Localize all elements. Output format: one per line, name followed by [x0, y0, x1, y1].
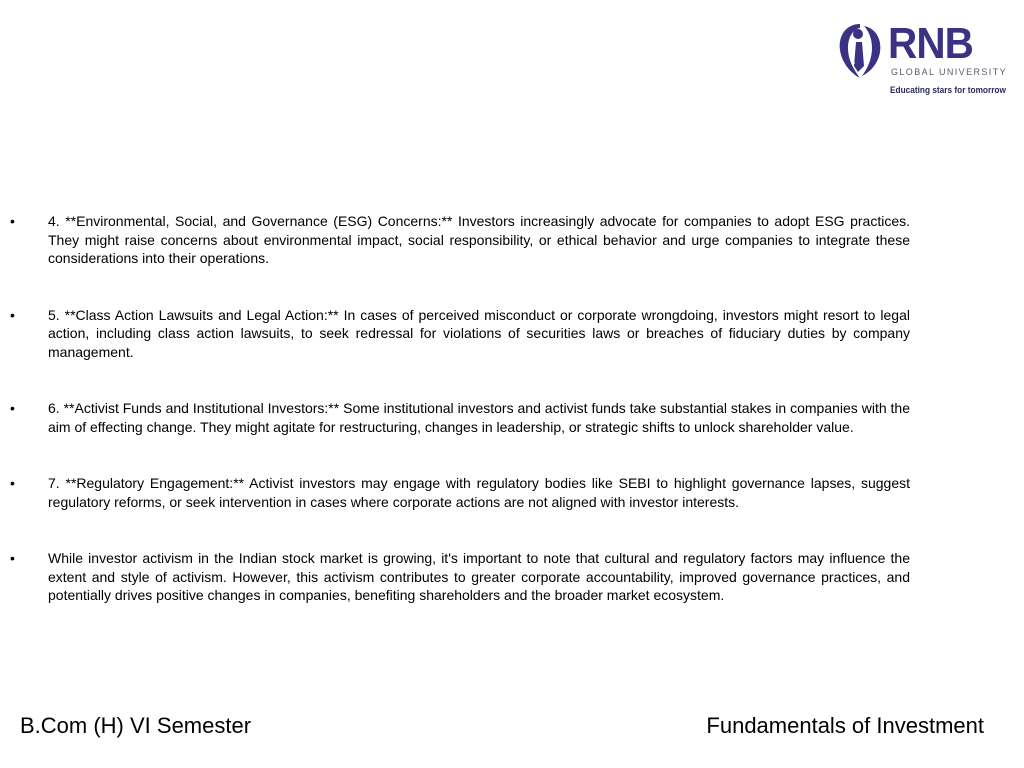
list-item [10, 212, 910, 268]
bullet-text: While investor activism in the Indian stock market is growing, it's important to note that cultural and regulatory factors may influence the extent and style of activism. However, this activism contributes to greater corporate accountability, improved governance practices, and potentially drives positive changes in companies, benefiting shareholders and the broader market ecosystem. [48, 550, 910, 603]
list-item [10, 549, 910, 605]
list-item [10, 474, 910, 511]
bullet-icon: • [10, 550, 15, 566]
bullet-list [0, 212, 1024, 605]
list-item [10, 399, 910, 436]
logo-brand-text: RNB [888, 19, 973, 68]
university-logo [832, 18, 1007, 100]
slide-content [0, 212, 1024, 605]
bullet-icon: • [10, 306, 15, 323]
bullet-text: 7. **Regulatory Engagement:** Activist investors may engage with regulatory bodies like SEBI to highlight governance lapses, suggest regulatory reforms, or seek intervention in cases where corporate actions are not aligned with investor interests. [48, 475, 910, 510]
logo-subtitle: GLOBAL UNIVERSITY [891, 67, 1007, 77]
footer-course: B.Com (H) VI Semester [20, 713, 252, 738]
bullet-text: 4. **Environmental, Social, and Governance (ESG) Concerns:** Investors increasingly advocate for companies to adopt ESG practices. They might raise concerns about environmental impact, social responsibility, or ethical behavior and urge companies to integrate these considerations into their operations. [48, 213, 910, 266]
list-item [10, 306, 910, 362]
bullet-icon: • [10, 213, 15, 229]
logo-tagline: Educating stars for tomorrow [890, 85, 1006, 95]
bullet-icon: • [10, 475, 15, 491]
footer-subject: Fundamentals of Investment [706, 713, 984, 738]
bullet-text: 6. **Activist Funds and Institutional Investors:** Some institutional investors and activist funds take substantial stakes in companies with the aim of effecting change. They might agitate for restructuring, changes in leadership, or strategic shifts to unlock shareholder value. [48, 400, 910, 435]
bullet-icon: • [10, 400, 15, 416]
logo-emblem-icon [834, 20, 886, 82]
bullet-text: 5. **Class Action Lawsuits and Legal Action:** In cases of perceived misconduct or corporate wrongdoing, investors might resort to legal action, including class action lawsuits, to seek redressal for violations of securities laws or breaches of fiduciary duties by company management. [48, 306, 910, 360]
